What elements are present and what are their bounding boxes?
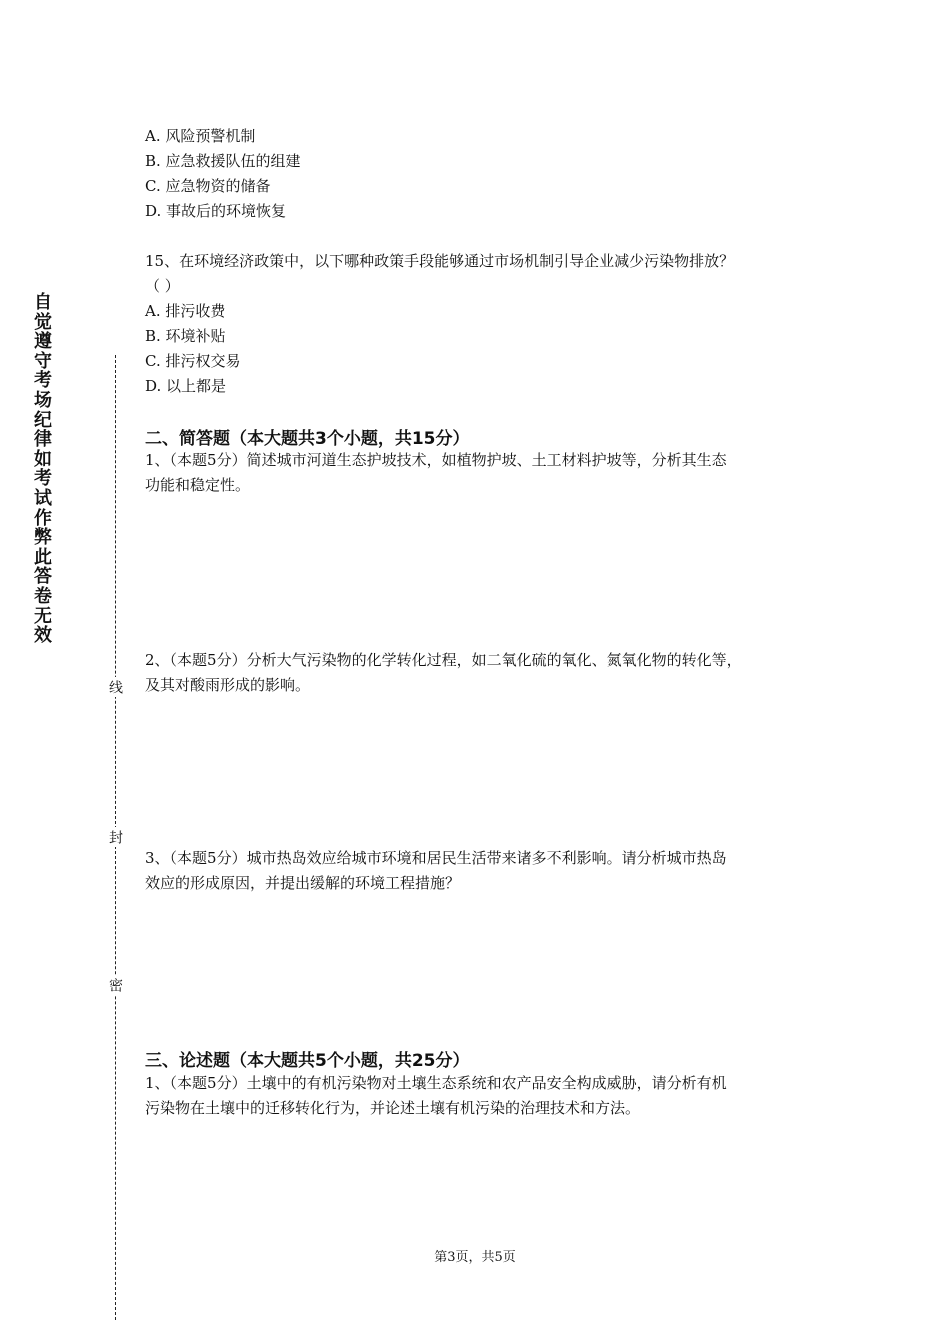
section3-title: 三、论述题（本大题共5个小题，共25分） (145, 1051, 470, 1071)
s2-q3-line1: 3、（本题5分）城市热岛效应给城市环境和居民生活带来诸多不利影响。请分析城市热岛 (145, 849, 727, 867)
q15-option-a: A. 排污收费 (145, 302, 226, 320)
s2-q2-line2: 及其对酸雨形成的影响。 (145, 676, 311, 694)
q15-answer-blank: （ ） (145, 277, 180, 295)
q15-option-d: D. 以上都是 (145, 377, 227, 395)
margin-label-mi: 密 (107, 975, 123, 995)
q15-option-c: C. 排污权交易 (145, 352, 241, 370)
s3-q1-line1: 1、（本题5分）土壤中的有机污染物对土壤生态系统和农产品安全构成威胁，请分析有机 (145, 1074, 727, 1092)
s2-q2-line1: 2、（本题5分）分析大气污染物的化学转化过程，如二氧化硫的氧化、氮氧化物的转化等， (145, 651, 742, 669)
margin-label-xian: 线 (107, 677, 123, 697)
s2-q1-line2: 功能和稳定性。 (145, 476, 251, 494)
q14-option-c: C. 应急物资的储备 (145, 177, 271, 195)
s2-q1-line1: 1、（本题5分）简述城市河道生态护坡技术，如植物护坡、土工材料护坡等，分析其生态 (145, 451, 727, 469)
q14-option-b: B. 应急救援队伍的组建 (145, 152, 301, 170)
q15-stem: 15、在环境经济政策中，以下哪种政策手段能够通过市场机制引导企业减少污染物排放？ (145, 252, 735, 270)
s2-q3-line2: 效应的形成原因，并提出缓解的环境工程措施？ (145, 874, 461, 892)
q15-option-b: B. 环境补贴 (145, 327, 226, 345)
section2-title: 二、简答题（本大题共3个小题，共15分） (145, 429, 470, 449)
q14-option-d: D. 事故后的环境恢复 (145, 202, 287, 220)
q14-option-a: A. 风险预警机制 (145, 127, 256, 145)
exam-discipline-notice: 自觉遵守考场纪律如考试作弊此答卷无效 (34, 292, 52, 647)
s3-q1-line2: 污染物在土壤中的迁移转化行为，并论述土壤有机污染的治理技术和方法。 (145, 1099, 641, 1117)
margin-label-feng: 封 (107, 827, 123, 847)
page-number-footer: 第3页，共5页 (434, 1250, 516, 1265)
